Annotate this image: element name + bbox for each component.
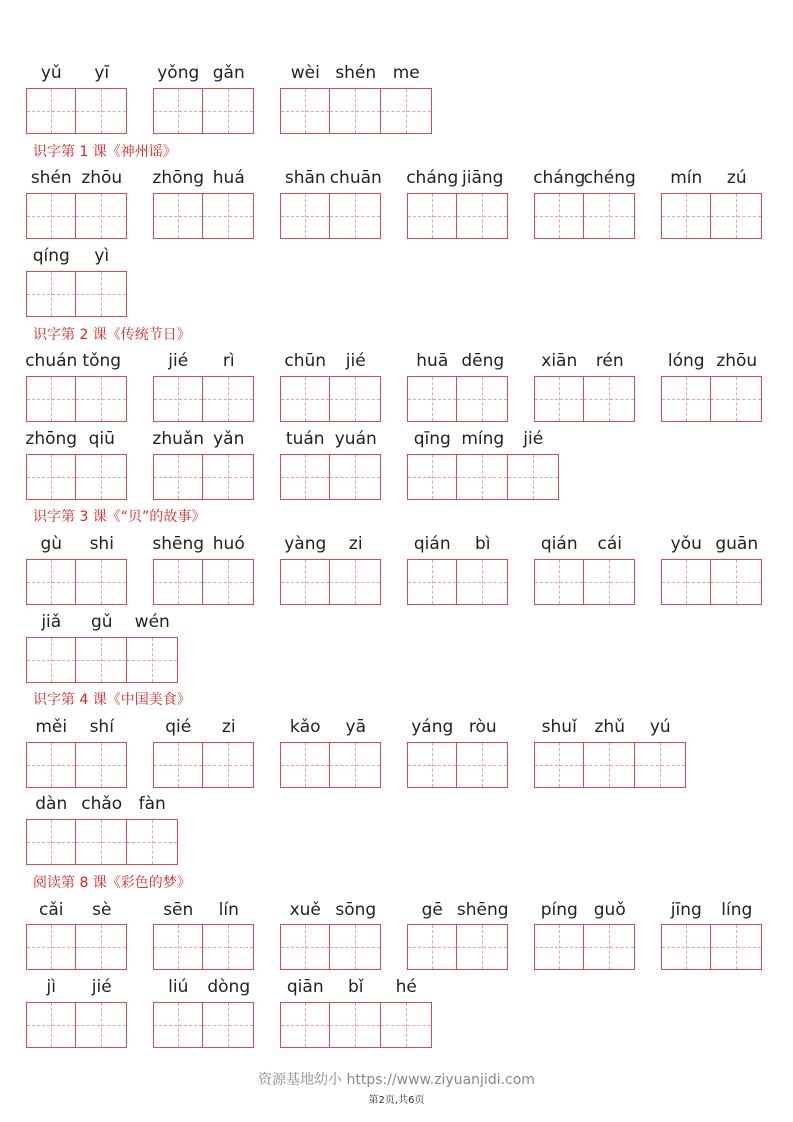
tianzige-grid[interactable] bbox=[26, 1002, 127, 1048]
pinyin-syllable: gǔ bbox=[90, 612, 113, 632]
tianzige-grid[interactable] bbox=[534, 193, 635, 239]
writing-cell[interactable] bbox=[457, 559, 508, 605]
writing-cell[interactable] bbox=[26, 742, 76, 788]
tianzige-grid[interactable] bbox=[280, 193, 381, 239]
pinyin-syllable: yuán bbox=[334, 429, 377, 449]
pinyin-syllable: shí bbox=[89, 717, 114, 737]
tianzige-grid[interactable] bbox=[280, 1002, 432, 1048]
pinyin-syllable: fàn bbox=[138, 794, 166, 814]
pinyin-syllable: me bbox=[392, 63, 420, 83]
pinyin-syllable: qié bbox=[165, 717, 192, 737]
writing-cell[interactable] bbox=[534, 376, 584, 422]
pinyin-syllable: huó bbox=[212, 534, 245, 554]
pinyin-syllable: jiāng bbox=[462, 168, 504, 188]
tianzige-grid[interactable] bbox=[280, 88, 432, 134]
writing-cell[interactable] bbox=[26, 1002, 76, 1048]
pinyin-syllable: qiān bbox=[286, 977, 324, 997]
pinyin-syllable: chūn bbox=[284, 351, 327, 371]
tianzige-grid[interactable] bbox=[661, 376, 762, 422]
lesson-heading: 识字第 2 课《传统节日》 bbox=[33, 327, 191, 343]
pinyin-syllable: wèi bbox=[290, 63, 320, 83]
pinyin-syllable: bì bbox=[474, 534, 491, 554]
tianzige-grid[interactable] bbox=[280, 924, 381, 970]
writing-cell[interactable] bbox=[457, 924, 508, 970]
writing-cell[interactable] bbox=[153, 559, 203, 605]
writing-cell[interactable] bbox=[26, 819, 76, 865]
pinyin-syllable: yǎn bbox=[213, 429, 245, 449]
writing-cell[interactable] bbox=[76, 454, 127, 500]
writing-cell[interactable] bbox=[330, 376, 381, 422]
pinyin-syllable: guǒ bbox=[593, 900, 626, 920]
writing-cell[interactable] bbox=[76, 742, 127, 788]
writing-cell[interactable] bbox=[534, 924, 584, 970]
pinyin-syllable: xiān bbox=[541, 351, 578, 371]
pinyin-syllable: chǎo bbox=[81, 794, 123, 814]
writing-cell[interactable] bbox=[26, 637, 76, 683]
pinyin-syllable: yú bbox=[649, 717, 671, 737]
pinyin-syllable: jīng bbox=[670, 900, 702, 920]
writing-cell[interactable] bbox=[153, 88, 203, 134]
pinyin-syllable: zhōu bbox=[716, 351, 758, 371]
writing-cell[interactable] bbox=[203, 88, 254, 134]
tianzige-grid[interactable] bbox=[26, 193, 127, 239]
pinyin-syllable: bǐ bbox=[347, 977, 364, 997]
writing-cell[interactable] bbox=[203, 924, 254, 970]
writing-cell[interactable] bbox=[534, 559, 584, 605]
writing-cell[interactable] bbox=[534, 742, 584, 788]
writing-cell[interactable] bbox=[76, 819, 127, 865]
tianzige-grid[interactable] bbox=[407, 193, 508, 239]
tianzige-grid[interactable] bbox=[534, 742, 686, 788]
writing-cell[interactable] bbox=[203, 1002, 254, 1048]
writing-cell[interactable] bbox=[330, 88, 381, 134]
tianzige-grid[interactable] bbox=[534, 924, 635, 970]
pinyin-syllable: cháng bbox=[533, 168, 586, 188]
writing-cell[interactable] bbox=[76, 376, 127, 422]
pinyin-syllable: zi bbox=[348, 534, 363, 554]
pinyin-syllable: zhuǎn bbox=[152, 429, 205, 449]
writing-cell[interactable] bbox=[76, 271, 127, 317]
writing-cell[interactable] bbox=[584, 924, 635, 970]
writing-cell[interactable] bbox=[457, 454, 508, 500]
pinyin-syllable: jié bbox=[91, 977, 112, 997]
writing-cell[interactable] bbox=[407, 924, 457, 970]
writing-cell[interactable] bbox=[457, 376, 508, 422]
pinyin-syllable: liú bbox=[168, 977, 189, 997]
tianzige-grid[interactable] bbox=[26, 559, 127, 605]
pinyin-syllable: píng bbox=[540, 900, 578, 920]
tianzige-grid[interactable] bbox=[26, 88, 127, 134]
tianzige-grid[interactable] bbox=[26, 637, 178, 683]
tianzige-grid[interactable] bbox=[26, 271, 127, 317]
writing-cell[interactable] bbox=[381, 1002, 432, 1048]
writing-cell[interactable] bbox=[661, 559, 711, 605]
pinyin-syllable: dòng bbox=[207, 977, 251, 997]
writing-cell[interactable] bbox=[127, 819, 178, 865]
writing-cell[interactable] bbox=[153, 454, 203, 500]
pinyin-syllable: zhōng bbox=[152, 168, 205, 188]
tianzige-grid[interactable] bbox=[153, 559, 254, 605]
writing-cell[interactable] bbox=[457, 742, 508, 788]
writing-cell[interactable] bbox=[661, 193, 711, 239]
pinyin-syllable: chuān bbox=[329, 168, 382, 188]
writing-cell[interactable] bbox=[711, 924, 762, 970]
pinyin-syllable: lóng bbox=[667, 351, 705, 371]
writing-cell[interactable] bbox=[661, 924, 711, 970]
writing-cell[interactable] bbox=[153, 1002, 203, 1048]
pinyin-syllable: jì bbox=[46, 977, 56, 997]
writing-cell[interactable] bbox=[203, 193, 254, 239]
pinyin-syllable: sōng bbox=[335, 900, 377, 920]
writing-cell[interactable] bbox=[457, 193, 508, 239]
pinyin-syllable: jié bbox=[345, 351, 366, 371]
tianzige-grid[interactable] bbox=[26, 454, 127, 500]
pinyin-syllable: jié bbox=[523, 429, 544, 449]
writing-cell[interactable] bbox=[407, 559, 457, 605]
tianzige-grid[interactable] bbox=[661, 559, 762, 605]
pinyin-syllable: shēng bbox=[456, 900, 509, 920]
writing-cell[interactable] bbox=[280, 88, 330, 134]
pinyin-syllable: sēn bbox=[163, 900, 194, 920]
tianzige-grid[interactable] bbox=[280, 742, 381, 788]
pinyin-syllable: wén bbox=[134, 612, 170, 632]
writing-cell[interactable] bbox=[26, 88, 76, 134]
pinyin-syllable: shi bbox=[89, 534, 114, 554]
footer-source: 资源基地幼小 https://www.ziyuanjidi.com bbox=[258, 1072, 535, 1088]
writing-cell[interactable] bbox=[584, 193, 635, 239]
pinyin-syllable: qīng bbox=[413, 429, 451, 449]
writing-cell[interactable] bbox=[153, 742, 203, 788]
pinyin-syllable: kǎo bbox=[289, 717, 321, 737]
writing-cell[interactable] bbox=[280, 454, 330, 500]
writing-cell[interactable] bbox=[534, 193, 584, 239]
writing-cell[interactable] bbox=[76, 559, 127, 605]
writing-cell[interactable] bbox=[635, 742, 686, 788]
pinyin-syllable: qián bbox=[540, 534, 578, 554]
pinyin-syllable: gē bbox=[421, 900, 443, 920]
writing-cell[interactable] bbox=[153, 193, 203, 239]
writing-cell[interactable] bbox=[711, 193, 762, 239]
lesson-heading: 识字第 4 课《中国美食》 bbox=[33, 692, 191, 708]
pinyin-syllable: zhǔ bbox=[594, 717, 625, 737]
tianzige-grid[interactable] bbox=[26, 376, 127, 422]
pinyin-syllable: yī bbox=[94, 63, 110, 83]
writing-cell[interactable] bbox=[26, 271, 76, 317]
writing-cell[interactable] bbox=[407, 742, 457, 788]
tianzige-grid[interactable] bbox=[407, 376, 508, 422]
pinyin-syllable: yì bbox=[94, 246, 110, 266]
pinyin-syllable: zhōu bbox=[81, 168, 123, 188]
pinyin-syllable: huá bbox=[212, 168, 245, 188]
pinyin-syllable: měi bbox=[35, 717, 68, 737]
tianzige-grid[interactable] bbox=[661, 193, 762, 239]
writing-cell[interactable] bbox=[76, 924, 127, 970]
pinyin-syllable: xuě bbox=[289, 900, 321, 920]
pinyin-syllable: yǔ bbox=[40, 63, 62, 83]
pinyin-syllable: shuǐ bbox=[541, 717, 577, 737]
writing-cell[interactable] bbox=[711, 559, 762, 605]
writing-cell[interactable] bbox=[407, 376, 457, 422]
pinyin-syllable: yǒu bbox=[670, 534, 702, 554]
pinyin-syllable: shān bbox=[284, 168, 326, 188]
writing-cell[interactable] bbox=[584, 559, 635, 605]
writing-cell[interactable] bbox=[76, 637, 127, 683]
lesson-heading: 识字第 3 课《“贝”的故事》 bbox=[33, 509, 206, 525]
writing-cell[interactable] bbox=[203, 376, 254, 422]
pinyin-syllable: yàng bbox=[284, 534, 327, 554]
tianzige-grid[interactable] bbox=[153, 924, 254, 970]
writing-cell[interactable] bbox=[153, 376, 203, 422]
writing-cell[interactable] bbox=[203, 454, 254, 500]
pinyin-syllable: shén bbox=[335, 63, 377, 83]
tianzige-grid[interactable] bbox=[153, 454, 254, 500]
pinyin-syllable: shēng bbox=[152, 534, 205, 554]
pinyin-syllable: cái bbox=[597, 534, 622, 554]
writing-cell[interactable] bbox=[584, 742, 635, 788]
writing-cell[interactable] bbox=[280, 559, 330, 605]
writing-cell[interactable] bbox=[661, 376, 711, 422]
pinyin-syllable: líng bbox=[721, 900, 753, 920]
writing-cell[interactable] bbox=[76, 193, 127, 239]
writing-cell[interactable] bbox=[381, 88, 432, 134]
pinyin-syllable: zi bbox=[221, 717, 236, 737]
tianzige-grid[interactable] bbox=[534, 376, 635, 422]
tianzige-grid[interactable] bbox=[26, 924, 127, 970]
pinyin-syllable: yǒng bbox=[157, 63, 200, 83]
pinyin-syllable: guān bbox=[715, 534, 759, 554]
pinyin-syllable: yā bbox=[345, 717, 366, 737]
pinyin-syllable: shén bbox=[30, 168, 72, 188]
lesson-heading: 识字第 1 课《神州谣》 bbox=[33, 144, 177, 160]
writing-cell[interactable] bbox=[407, 454, 457, 500]
pinyin-syllable: tuán bbox=[285, 429, 325, 449]
pinyin-syllable: yáng bbox=[411, 717, 454, 737]
pinyin-syllable: chéng bbox=[583, 168, 636, 188]
tianzige-grid[interactable] bbox=[407, 559, 508, 605]
tianzige-grid[interactable] bbox=[407, 742, 508, 788]
pinyin-syllable: lín bbox=[218, 900, 239, 920]
pinyin-syllable: jié bbox=[168, 351, 189, 371]
writing-cell[interactable] bbox=[127, 637, 178, 683]
lesson-heading: 阅读第 8 课《彩色的梦》 bbox=[33, 875, 191, 891]
pinyin-syllable: qíng bbox=[32, 246, 70, 266]
tianzige-grid[interactable] bbox=[280, 559, 381, 605]
writing-cell[interactable] bbox=[280, 376, 330, 422]
writing-cell[interactable] bbox=[330, 193, 381, 239]
writing-cell[interactable] bbox=[330, 1002, 381, 1048]
tianzige-grid[interactable] bbox=[153, 1002, 254, 1048]
pinyin-syllable: ròu bbox=[468, 717, 497, 737]
writing-cell[interactable] bbox=[584, 376, 635, 422]
writing-cell[interactable] bbox=[330, 559, 381, 605]
tianzige-grid[interactable] bbox=[280, 454, 381, 500]
pinyin-syllable: jiǎ bbox=[41, 612, 62, 632]
pinyin-syllable: dàn bbox=[35, 794, 68, 814]
writing-cell[interactable] bbox=[280, 193, 330, 239]
tianzige-grid[interactable] bbox=[26, 742, 127, 788]
writing-cell[interactable] bbox=[330, 454, 381, 500]
pinyin-syllable: zhōng bbox=[25, 429, 78, 449]
footer-page-number: 第2页,共6页 bbox=[368, 1095, 425, 1106]
tianzige-grid[interactable] bbox=[153, 193, 254, 239]
writing-cell[interactable] bbox=[280, 1002, 330, 1048]
writing-cell[interactable] bbox=[407, 193, 457, 239]
pinyin-syllable: gù bbox=[40, 534, 63, 554]
writing-cell[interactable] bbox=[153, 924, 203, 970]
writing-cell[interactable] bbox=[711, 376, 762, 422]
writing-cell[interactable] bbox=[26, 454, 76, 500]
writing-cell[interactable] bbox=[76, 88, 127, 134]
writing-cell[interactable] bbox=[26, 193, 76, 239]
pinyin-syllable: míng bbox=[461, 429, 505, 449]
writing-cell[interactable] bbox=[280, 924, 330, 970]
writing-cell[interactable] bbox=[203, 559, 254, 605]
pinyin-syllable: cǎi bbox=[39, 900, 64, 920]
tianzige-grid[interactable] bbox=[534, 559, 635, 605]
pinyin-syllable: rén bbox=[595, 351, 624, 371]
writing-cell[interactable] bbox=[203, 742, 254, 788]
pinyin-syllable: dēng bbox=[461, 351, 505, 371]
pinyin-syllable: hé bbox=[395, 977, 417, 997]
tianzige-grid[interactable] bbox=[280, 376, 381, 422]
pinyin-syllable: chuán bbox=[25, 351, 78, 371]
writing-cell[interactable] bbox=[280, 742, 330, 788]
tianzige-grid[interactable] bbox=[661, 924, 762, 970]
writing-cell[interactable] bbox=[330, 924, 381, 970]
tianzige-grid[interactable] bbox=[153, 88, 254, 134]
pinyin-syllable: mín bbox=[670, 168, 703, 188]
writing-cell[interactable] bbox=[76, 1002, 127, 1048]
tianzige-grid[interactable] bbox=[153, 376, 254, 422]
writing-cell[interactable] bbox=[26, 376, 76, 422]
tianzige-grid[interactable] bbox=[26, 819, 178, 865]
tianzige-grid[interactable] bbox=[153, 742, 254, 788]
pinyin-syllable: gǎn bbox=[212, 63, 245, 83]
pinyin-syllable: qián bbox=[413, 534, 451, 554]
pinyin-syllable: rì bbox=[222, 351, 235, 371]
pinyin-syllable: qiū bbox=[88, 429, 115, 449]
writing-cell[interactable] bbox=[330, 742, 381, 788]
writing-cell[interactable] bbox=[26, 924, 76, 970]
pinyin-syllable: cháng bbox=[406, 168, 459, 188]
pinyin-syllable: tǒng bbox=[82, 351, 122, 371]
tianzige-grid[interactable] bbox=[407, 454, 559, 500]
pinyin-syllable: zú bbox=[726, 168, 747, 188]
writing-cell[interactable] bbox=[508, 454, 559, 500]
tianzige-grid[interactable] bbox=[407, 924, 508, 970]
writing-cell[interactable] bbox=[26, 559, 76, 605]
pinyin-syllable: huā bbox=[416, 351, 449, 371]
pinyin-syllable: sè bbox=[92, 900, 112, 920]
